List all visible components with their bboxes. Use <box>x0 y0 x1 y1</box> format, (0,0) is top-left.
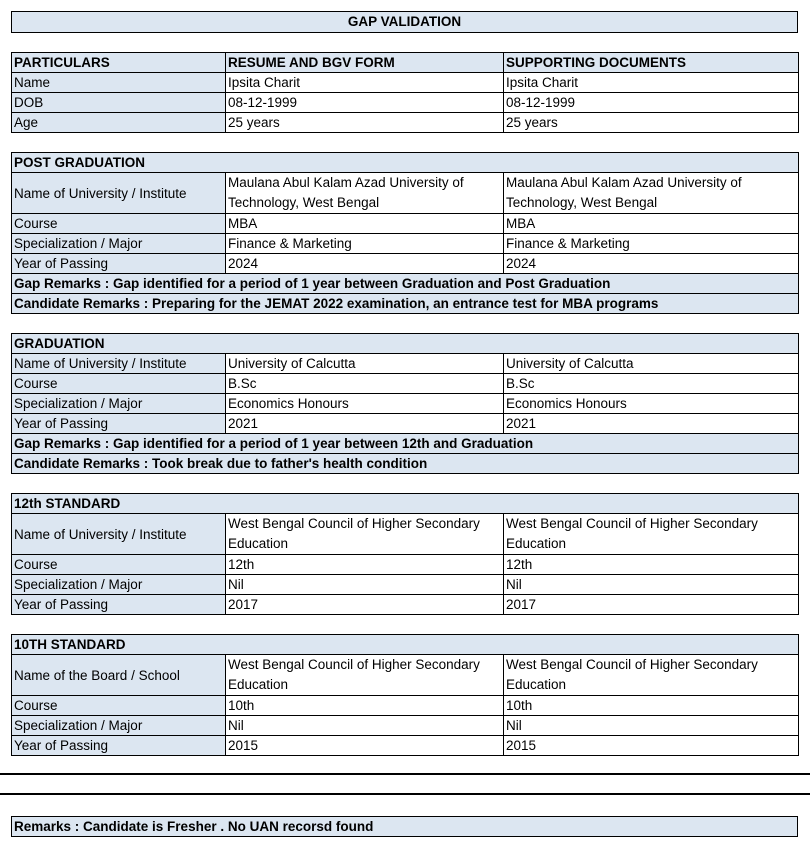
row-label: Name of University / Institute <box>12 173 226 214</box>
docs-value: MBA <box>504 214 799 234</box>
resume-value: 10th <box>226 696 504 716</box>
docs-value: Nil <box>504 575 799 595</box>
twelfth-standard-table <box>11 493 799 615</box>
row-label: Course <box>12 374 226 394</box>
resume-value: 2017 <box>226 595 504 615</box>
row-label: Specialization / Major <box>12 575 226 595</box>
table-row <box>12 595 799 615</box>
docs-value: West Bengal Council of Higher Secondary Education <box>504 655 799 696</box>
row-label: Age <box>12 113 226 133</box>
resume-value: 2015 <box>226 736 504 756</box>
resume-value: 25 years <box>226 113 504 133</box>
row-label: Name of University / Institute <box>12 354 226 374</box>
table-row <box>12 93 799 113</box>
resume-value: Finance & Marketing <box>226 234 504 254</box>
post-graduation-table <box>11 152 799 314</box>
resume-value: Ipsita Charit <box>226 73 504 93</box>
row-label: Specialization / Major <box>12 394 226 414</box>
docs-value: Economics Honours <box>504 394 799 414</box>
docs-value: B.Sc <box>504 374 799 394</box>
resume-value: 08-12-1999 <box>226 93 504 113</box>
tenth-standard-table <box>11 634 799 756</box>
section-heading: POST GRADUATION <box>12 153 799 173</box>
section-heading: 10TH STANDARD <box>12 635 799 655</box>
table-row <box>12 696 799 716</box>
row-label: Course <box>12 214 226 234</box>
docs-value: Ipsita Charit <box>504 73 799 93</box>
section-heading: 12th STANDARD <box>12 494 799 514</box>
docs-value: 2021 <box>504 414 799 434</box>
row-label: Year of Passing <box>12 736 226 756</box>
docs-value: West Bengal Council of Higher Secondary Education <box>504 514 799 555</box>
row-label: Name of the Board / School <box>12 655 226 696</box>
docs-value: 25 years <box>504 113 799 133</box>
table-row <box>12 113 799 133</box>
header-resume-bgv: RESUME AND BGV FORM <box>226 53 504 73</box>
resume-value: 2021 <box>226 414 504 434</box>
docs-value: 08-12-1999 <box>504 93 799 113</box>
row-label: Course <box>12 696 226 716</box>
resume-value: Economics Honours <box>226 394 504 414</box>
page-title: GAP VALIDATION <box>11 11 798 33</box>
resume-value: B.Sc <box>226 374 504 394</box>
table-row <box>12 736 799 756</box>
divider <box>0 773 810 775</box>
docs-value: Nil <box>504 716 799 736</box>
table-row <box>12 214 799 234</box>
table-row <box>12 716 799 736</box>
table-row <box>12 354 799 374</box>
table-row <box>12 575 799 595</box>
docs-value: Finance & Marketing <box>504 234 799 254</box>
graduation-table <box>11 333 799 474</box>
row-label: Specialization / Major <box>12 234 226 254</box>
row-label: Year of Passing <box>12 595 226 615</box>
gap-remarks: Gap Remarks : Gap identified for a period of 1 year between Graduation and Post Graduation <box>12 274 799 294</box>
docs-value: 2017 <box>504 595 799 615</box>
row-label: Year of Passing <box>12 254 226 274</box>
table-row <box>12 414 799 434</box>
final-remarks-table <box>11 816 798 837</box>
table-row <box>12 394 799 414</box>
table-header-row <box>12 53 799 73</box>
table-row <box>12 514 799 555</box>
row-label: DOB <box>12 93 226 113</box>
gap-remarks: Gap Remarks : Gap identified for a period of 1 year between 12th and Graduation <box>12 434 799 454</box>
row-label: Year of Passing <box>12 414 226 434</box>
table-row <box>12 234 799 254</box>
resume-value: Maulana Abul Kalam Azad University of Technology, West Bengal <box>226 173 504 214</box>
docs-value: Maulana Abul Kalam Azad University of Technology, West Bengal <box>504 173 799 214</box>
docs-value: 2024 <box>504 254 799 274</box>
candidate-remarks: Candidate Remarks : Took break due to father's health condition <box>12 454 799 474</box>
table-row <box>12 254 799 274</box>
resume-value: University of Calcutta <box>226 354 504 374</box>
resume-value: West Bengal Council of Higher Secondary Education <box>226 655 504 696</box>
candidate-remarks: Candidate Remarks : Preparing for the JEMAT 2022 examination, an entrance test for MBA programs <box>12 294 799 314</box>
docs-value: University of Calcutta <box>504 354 799 374</box>
final-remarks: Remarks : Candidate is Fresher . No UAN recorsd found <box>12 817 798 837</box>
header-particulars: PARTICULARS <box>12 53 226 73</box>
section-heading: GRADUATION <box>12 334 799 354</box>
docs-value: 12th <box>504 555 799 575</box>
row-label: Name <box>12 73 226 93</box>
resume-value: 2024 <box>226 254 504 274</box>
table-row <box>12 173 799 214</box>
resume-value: Nil <box>226 716 504 736</box>
docs-value: 10th <box>504 696 799 716</box>
resume-value: West Bengal Council of Higher Secondary Education <box>226 514 504 555</box>
docs-value: 2015 <box>504 736 799 756</box>
row-label: Specialization / Major <box>12 716 226 736</box>
resume-value: MBA <box>226 214 504 234</box>
resume-value: 12th <box>226 555 504 575</box>
divider <box>0 793 810 795</box>
table-row <box>12 655 799 696</box>
table-row <box>12 374 799 394</box>
table-row <box>12 555 799 575</box>
header-supporting-docs: SUPPORTING DOCUMENTS <box>504 53 799 73</box>
row-label: Name of University / Institute <box>12 514 226 555</box>
table-row <box>12 73 799 93</box>
row-label: Course <box>12 555 226 575</box>
resume-value: Nil <box>226 575 504 595</box>
personal-details-table <box>11 52 799 133</box>
